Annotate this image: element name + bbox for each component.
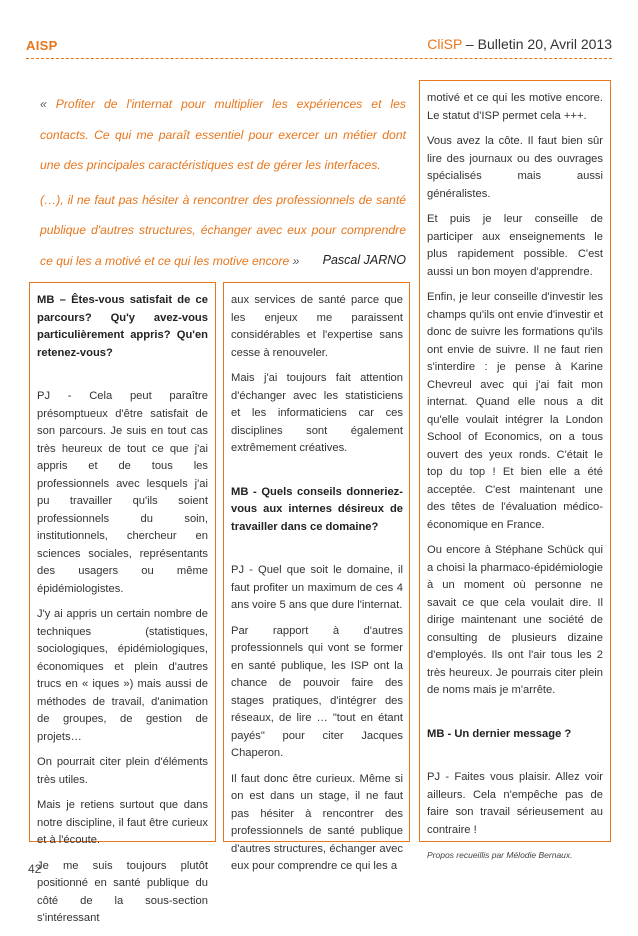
answer-paragraph: PJ - Quel que soit le domaine, il faut profiter un maximum de ces 4 ans voire 5 ans que dure l'internat. <box>231 564 403 611</box>
page-header <box>0 0 638 58</box>
answer-paragraph: Je me suis toujours plutôt positionné en santé publique du côté de la sous-section s'intéressant <box>37 859 208 924</box>
spacer <box>427 708 603 726</box>
quote-open-mark: « <box>40 97 56 111</box>
answer-paragraph: Mais j'ai toujours fait attention d'échanger avec les statisticiens et les informaticiens car ces disciplines sont également extrêmement créatives. <box>231 372 403 454</box>
quote-close-mark: » <box>289 253 300 268</box>
spacer <box>427 751 603 769</box>
answer-paragraph: Ou encore à Stéphane Schück qui a choisi la pharmaco-épidémiologie à un moment où personne ne savait ce que cela voulait dire. Il dirige maintenant une société de consulting de plusieurs dizaine d'employés. Ils ont l'air tous les 2 très heureux. Je pourrais citer plein de noms mais je m'arrête. <box>427 544 603 696</box>
header-bulletin-title <box>427 36 612 52</box>
article-column-3 <box>427 90 603 873</box>
interview-question-3: MB - Un dernier message ? <box>427 727 572 740</box>
answer-paragraph: Et puis je leur conseille de participer aux enseignements le plus rapidement possible. C'est aussi un bon moyen d'apprendre. <box>427 213 603 278</box>
answer-paragraph: motivé et ce qui les motive encore. Le statut d'ISP permet cela +++. <box>427 92 603 122</box>
quote-paragraph-2: (…), il ne faut pas hésiter à rencontrer des professionnels de santé publique d'autres structures, échanger avec eux pour comprendre ce qui les a motivé et ce qui les motive encore <box>40 192 406 268</box>
answer-paragraph: aux services de santé parce que les enjeux me paraissent considérables et l'expertise sans cesse à renouveler. <box>231 294 403 359</box>
answer-paragraph: PJ - Faites vous plaisir. Allez voir ailleurs. Cela n'empêche pas de faire son travail sérieusement au contraire ! <box>427 771 603 836</box>
header-section-label: AISP <box>26 38 58 53</box>
interview-question-1: MB – Êtes-vous satisfait de ce parcours? Qu'y avez-vous particulièrement appris? Qu'en retenez-vous? <box>37 294 208 359</box>
article-column-2 <box>231 292 403 884</box>
article-column-1 <box>37 292 208 936</box>
answer-paragraph: Vous avez la côte. Il faut bien sûr lire des journaux ou des ouvrages spécialisés mais aussi généralistes. <box>427 135 603 200</box>
spacer <box>37 370 208 388</box>
answer-paragraph: Par rapport à d'autres professionnels qui vont se former en santé publique, les ISP ont la chance de pouvoir faire des stages pratiques, d'intégrer des réseaux, de lire … "tout en étant payés" pour citer Jacques Chaperon. <box>231 624 403 759</box>
answer-paragraph: Mais je retiens surtout que dans notre discipline, il faut être curieux et à l'écoute. <box>37 799 208 846</box>
answer-paragraph: J'y ai appris un certain nombre de techniques (statistiques, sociologiques, épidémiologiques, économiques et plein d'autres trucs en « iques ») mais aussi de méthodes de travail, d'animation de groupes, de gestion de projets… <box>37 608 208 743</box>
header-bulletin-issue: – Bulletin 20, Avril 2013 <box>462 36 612 52</box>
quote-author: Pascal JARNO <box>322 253 406 267</box>
header-divider <box>26 58 612 59</box>
answer-paragraph: PJ - Cela peut paraître présomptueux d'être satisfait de son parcours. Je suis en tout cas très heureux de tout ce que j'ai appris et de tous les professionnels avec lesquels j'ai pu travailler qu'ils soient professionnels du soin, institutionnels, chercheur en sciences sociales, représentants des usagers ou même épidémiologistes. <box>37 390 208 595</box>
header-brand: CliSP <box>427 36 463 52</box>
answer-paragraph: On pourrait citer plein d'éléments très utiles. <box>37 756 208 786</box>
interview-question-2: MB - Quels conseils donneriez-vous aux internes désireux de travailler dans ce domaine? <box>231 485 403 533</box>
interview-credit: Propos recueillis par Mélodie Bernaux. <box>427 850 573 860</box>
spacer <box>231 544 403 562</box>
answer-paragraph: Il faut donc être curieux. Même si on est dans un stage, il ne faut pas hésiter à rencontrer des professionnels de santé publique d'autres structures, échanger avec eux pour comprendre ce qui les a <box>231 772 403 872</box>
answer-paragraph: Enfin, je leur conseille d'investir les champs qu'ils ont envie d'investir et donc de suivre les formations qu'ils ont envie de suivre. Il ne faut rien s'interdire : je pense à Karine Chevreul avec qui j'ai fait mon internat. Quand elle nous a dit qu'elle voulait intégrer la London School of Economics, on a tous ouvert des yeux ronds. C'était le top du top ! Et bien elle a été acceptée. C'est maintenant une des têtes de l'évaluation médico-économique en France. <box>427 291 603 531</box>
pull-quote <box>40 89 406 276</box>
page-number: 42 <box>28 862 42 876</box>
quote-paragraph-1: Profiter de l'internat pour multiplier les expériences et les contacts. Ce qui me paraît essentiel pour exercer un métier dont une des principales caractéristiques est de gérer les interfaces. <box>40 97 406 172</box>
spacer <box>231 466 403 484</box>
